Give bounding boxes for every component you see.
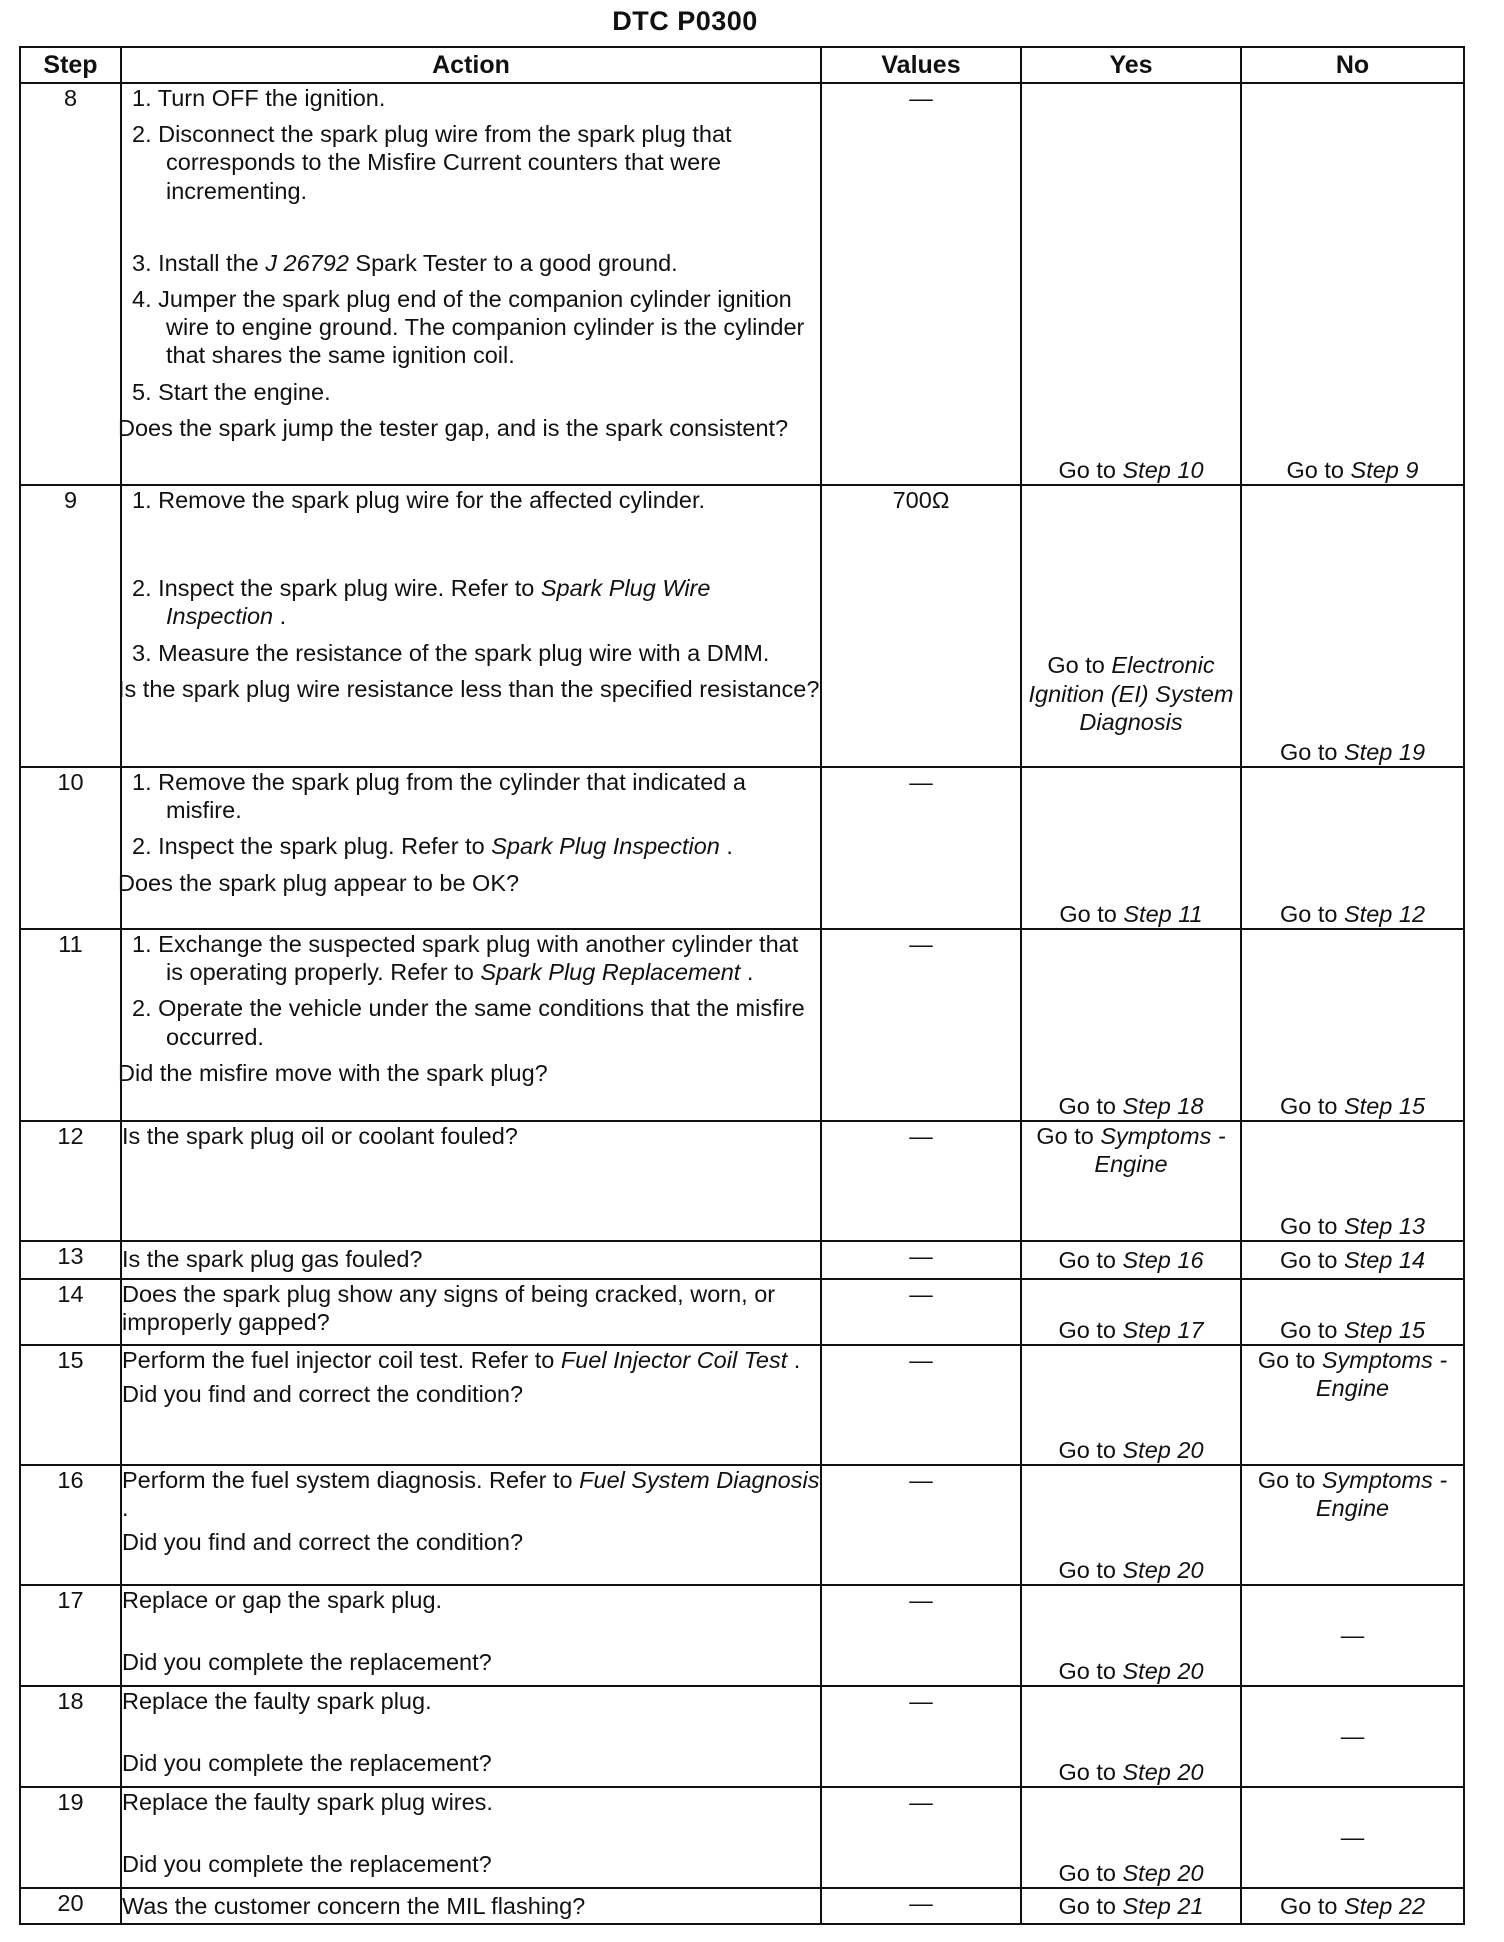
value-cell: —	[821, 1241, 1021, 1279]
yes-link[interactable]: Step 20	[1122, 1657, 1204, 1684]
yes-link[interactable]: Symptoms - Engine	[1094, 1123, 1226, 1178]
step-number: 13	[20, 1241, 121, 1279]
table-row-step-15	[20, 1345, 1464, 1465]
yes-link[interactable]: Step 16	[1122, 1246, 1204, 1273]
no-cell: Go to Symptoms - Engine	[1241, 1465, 1464, 1585]
value-cell: —	[821, 929, 1021, 1121]
question-text: Was the customer concern the MIL flashing?	[122, 1893, 586, 1919]
yes-cell: Go to Step 20	[1021, 1465, 1241, 1585]
table-row-step-14	[20, 1279, 1464, 1345]
list-item: 4. Jumper the spark plug end of the companion cylinder ignition wire to engine ground. The companion cylinder is the cylinder that shares the same ignition coil.	[132, 285, 805, 369]
yes-link[interactable]: Step 11	[1123, 900, 1203, 927]
step-number: 18	[20, 1686, 121, 1787]
lead-text: Replace the faulty spark plug.	[122, 1688, 432, 1714]
step-number: 20	[20, 1888, 121, 1924]
yes-cell: Go to Step 20	[1021, 1787, 1241, 1888]
no-cell: —	[1241, 1686, 1464, 1787]
table-row-step-13	[20, 1241, 1464, 1279]
step-number: 14	[20, 1279, 121, 1345]
step-number: 19	[20, 1787, 121, 1888]
list-item: 5. Start the engine.	[132, 378, 331, 405]
table-row-step-16	[20, 1465, 1464, 1585]
yes-link[interactable]: Electronic Ignition (EI) System Diagnosis	[1028, 652, 1234, 735]
question-text: Is the spark plug wire resistance less than the specified resistance?	[118, 675, 820, 702]
no-cell: Go to Step 22	[1241, 1888, 1464, 1924]
table-row-step-8	[20, 83, 1464, 485]
no-link[interactable]: Symptoms - Engine	[1315, 1347, 1448, 1402]
no-link[interactable]: Symptoms - Engine	[1315, 1467, 1448, 1522]
yes-link[interactable]: Step 18	[1122, 1092, 1204, 1119]
no-cell: Go to Step 13	[1241, 1121, 1464, 1241]
no-link[interactable]: Step 14	[1344, 1246, 1426, 1273]
table-row-step-10	[20, 767, 1464, 929]
document-title: DTC P0300	[612, 6, 758, 36]
yes-link[interactable]: Step 20	[1122, 1556, 1204, 1583]
no-link[interactable]: Step 15	[1344, 1316, 1426, 1343]
action-cell	[121, 1345, 821, 1465]
lead-text: Perform the fuel system diagnosis. Refer to Fuel System Diagnosis .	[122, 1467, 820, 1522]
header-no: No	[1241, 47, 1464, 83]
diagnostic-table	[19, 46, 1465, 1925]
action-cell	[118, 83, 821, 485]
yes-cell: Go to Step 17	[1021, 1279, 1241, 1345]
yes-cell: Go to Step 11	[1021, 767, 1241, 929]
reference-link[interactable]: Fuel System Diagnosis	[579, 1467, 820, 1493]
value-cell: —	[821, 1686, 1021, 1787]
reference-link[interactable]: Spark Plug Inspection	[491, 833, 720, 860]
question-text: Did you find and correct the condition?	[122, 1529, 524, 1556]
no-cell: Go to Step 9	[1241, 83, 1464, 485]
list-item: 3. Install the J 26792 Spark Tester to a good ground.	[132, 249, 678, 276]
value-cell: —	[821, 83, 1021, 485]
yes-cell: Go to Step 21	[1021, 1888, 1241, 1924]
list-item: 1. Turn OFF the ignition.	[132, 85, 386, 111]
value-cell: —	[821, 1585, 1021, 1686]
table-row-step-17	[20, 1585, 1464, 1686]
list-item: 2. Inspect the spark plug. Refer to Spark Plug Inspection .	[132, 833, 733, 860]
step-number: 16	[20, 1465, 121, 1585]
list-item: 1. Remove the spark plug wire for the affected cylinder.	[132, 487, 706, 513]
no-cell: —	[1241, 1787, 1464, 1888]
action-cell	[121, 1787, 821, 1888]
header-step: Step	[20, 47, 121, 83]
no-link[interactable]: Step 13	[1344, 1212, 1426, 1239]
action-cell	[118, 929, 821, 1121]
table-row-step-12	[20, 1121, 1464, 1241]
lead-text: Replace or gap the spark plug.	[122, 1587, 443, 1613]
reference-link[interactable]: Spark Plug Replacement	[480, 959, 741, 986]
yes-cell: Go to Symptoms - Engine	[1021, 1121, 1241, 1241]
yes-cell: Go to Step 18	[1021, 929, 1241, 1121]
reference-link[interactable]: J 26792	[265, 249, 349, 276]
no-cell: Go to Step 15	[1241, 1279, 1464, 1345]
header-yes: Yes	[1021, 47, 1241, 83]
lead-text: Perform the fuel injector coil test. Refer to Fuel Injector Coil Test .	[122, 1347, 801, 1373]
list-item: 1. Remove the spark plug from the cylinder that indicated a misfire.	[132, 769, 746, 824]
table-row-step-20	[20, 1888, 1464, 1924]
action-cell	[118, 485, 821, 767]
no-link[interactable]: Step 15	[1344, 1092, 1426, 1119]
yes-link[interactable]: Step 10	[1122, 456, 1204, 483]
yes-link[interactable]: Step 20	[1122, 1859, 1204, 1886]
no-cell: Go to Step 15	[1241, 929, 1464, 1121]
question-text: Is the spark plug oil or coolant fouled?	[122, 1123, 518, 1149]
step-number: 12	[20, 1121, 121, 1241]
yes-link[interactable]: Step 20	[1122, 1758, 1204, 1785]
list-item: 1. Exchange the suspected spark plug with another cylinder that is operating properly. Refer to Spark Plug Replacement .	[132, 931, 799, 986]
instruction-list	[122, 768, 820, 861]
header-values: Values	[821, 47, 1021, 83]
action-cell	[121, 1585, 821, 1686]
yes-link[interactable]: Step 17	[1122, 1316, 1204, 1343]
instruction-list	[122, 930, 820, 1051]
step-number: 8	[20, 83, 121, 485]
list-item: 3. Measure the resistance of the spark plug wire with a DMM.	[132, 639, 770, 666]
table-header-row	[20, 47, 1464, 83]
step-number: 11	[20, 929, 121, 1121]
step-number: 9	[20, 485, 121, 767]
action-cell	[121, 1241, 821, 1279]
step-number: 15	[20, 1345, 121, 1465]
action-cell	[121, 1121, 821, 1241]
value-cell: —	[821, 1888, 1021, 1924]
value-cell: —	[821, 1121, 1021, 1241]
value-cell: —	[821, 1279, 1021, 1345]
value-cell: —	[821, 1465, 1021, 1585]
question-text: Is the spark plug gas fouled?	[122, 1246, 423, 1272]
no-cell: —	[1241, 1585, 1464, 1686]
step-number: 10	[20, 767, 121, 929]
no-link[interactable]: Step 12	[1344, 900, 1426, 927]
action-cell	[121, 1279, 821, 1345]
no-link[interactable]: Step 9	[1350, 456, 1419, 483]
no-cell: Go to Step 19	[1241, 485, 1464, 767]
table-row-step-11	[20, 929, 1464, 1121]
yes-cell: Go to Step 10	[1021, 83, 1241, 485]
no-cell: Go to Step 14	[1241, 1241, 1464, 1279]
yes-cell: Go to Step 16	[1021, 1241, 1241, 1279]
action-cell	[121, 1686, 821, 1787]
value-cell: —	[821, 1787, 1021, 1888]
question-text: Did you complete the replacement?	[122, 1750, 492, 1777]
no-cell: Go to Symptoms - Engine	[1241, 1345, 1464, 1465]
question-text: Did the misfire move with the spark plug?	[118, 1059, 548, 1086]
no-link[interactable]: Step 22	[1344, 1893, 1426, 1919]
action-cell	[121, 1465, 821, 1585]
list-item: 2. Inspect the spark plug wire. Refer to Spark Plug Wire Inspection .	[132, 575, 711, 630]
instruction-list	[122, 486, 820, 667]
yes-cell: Go to Electronic Ignition (EI) System Diagnosis	[1021, 485, 1241, 767]
question-text: Did you complete the replacement?	[122, 1649, 492, 1676]
question-text: Did you complete the replacement?	[122, 1851, 492, 1878]
instruction-list	[122, 84, 820, 406]
reference-link[interactable]: Spark Plug Wire Inspection	[166, 575, 711, 630]
action-cell	[121, 1888, 821, 1924]
yes-cell: Go to Step 20	[1021, 1585, 1241, 1686]
action-cell	[118, 767, 821, 929]
step-number: 17	[20, 1585, 121, 1686]
question-text: Does the spark plug appear to be OK?	[118, 869, 520, 896]
yes-link[interactable]: Step 20	[1122, 1436, 1204, 1463]
list-item: 2. Operate the vehicle under the same conditions that the misfire occurred.	[132, 995, 805, 1050]
lead-text: Replace the faulty spark plug wires.	[122, 1789, 493, 1815]
no-link[interactable]: Step 19	[1344, 738, 1426, 765]
yes-link[interactable]: Step 21	[1122, 1893, 1204, 1919]
value-cell: 700Ω	[821, 485, 1021, 767]
no-cell: Go to Step 12	[1241, 767, 1464, 929]
list-item: 2. Disconnect the spark plug wire from the spark plug that corresponds to the Misfire Current counters that were incrementing.	[132, 121, 732, 204]
yes-cell: Go to Step 20	[1021, 1345, 1241, 1465]
header-action: Action	[121, 47, 821, 83]
question-text: Does the spark plug show any signs of being cracked, worn, or improperly gapped?	[122, 1281, 776, 1336]
table-row-step-18	[20, 1686, 1464, 1787]
table-row-step-19	[20, 1787, 1464, 1888]
question-text: Did you find and correct the condition?	[122, 1381, 524, 1408]
yes-cell: Go to Step 20	[1021, 1686, 1241, 1787]
reference-link[interactable]: Fuel Injector Coil Test	[560, 1347, 788, 1373]
value-cell: —	[821, 1345, 1021, 1465]
value-cell: —	[821, 767, 1021, 929]
question-text: Does the spark jump the tester gap, and is the spark consistent?	[118, 414, 789, 441]
table-row-step-9	[20, 485, 1464, 767]
